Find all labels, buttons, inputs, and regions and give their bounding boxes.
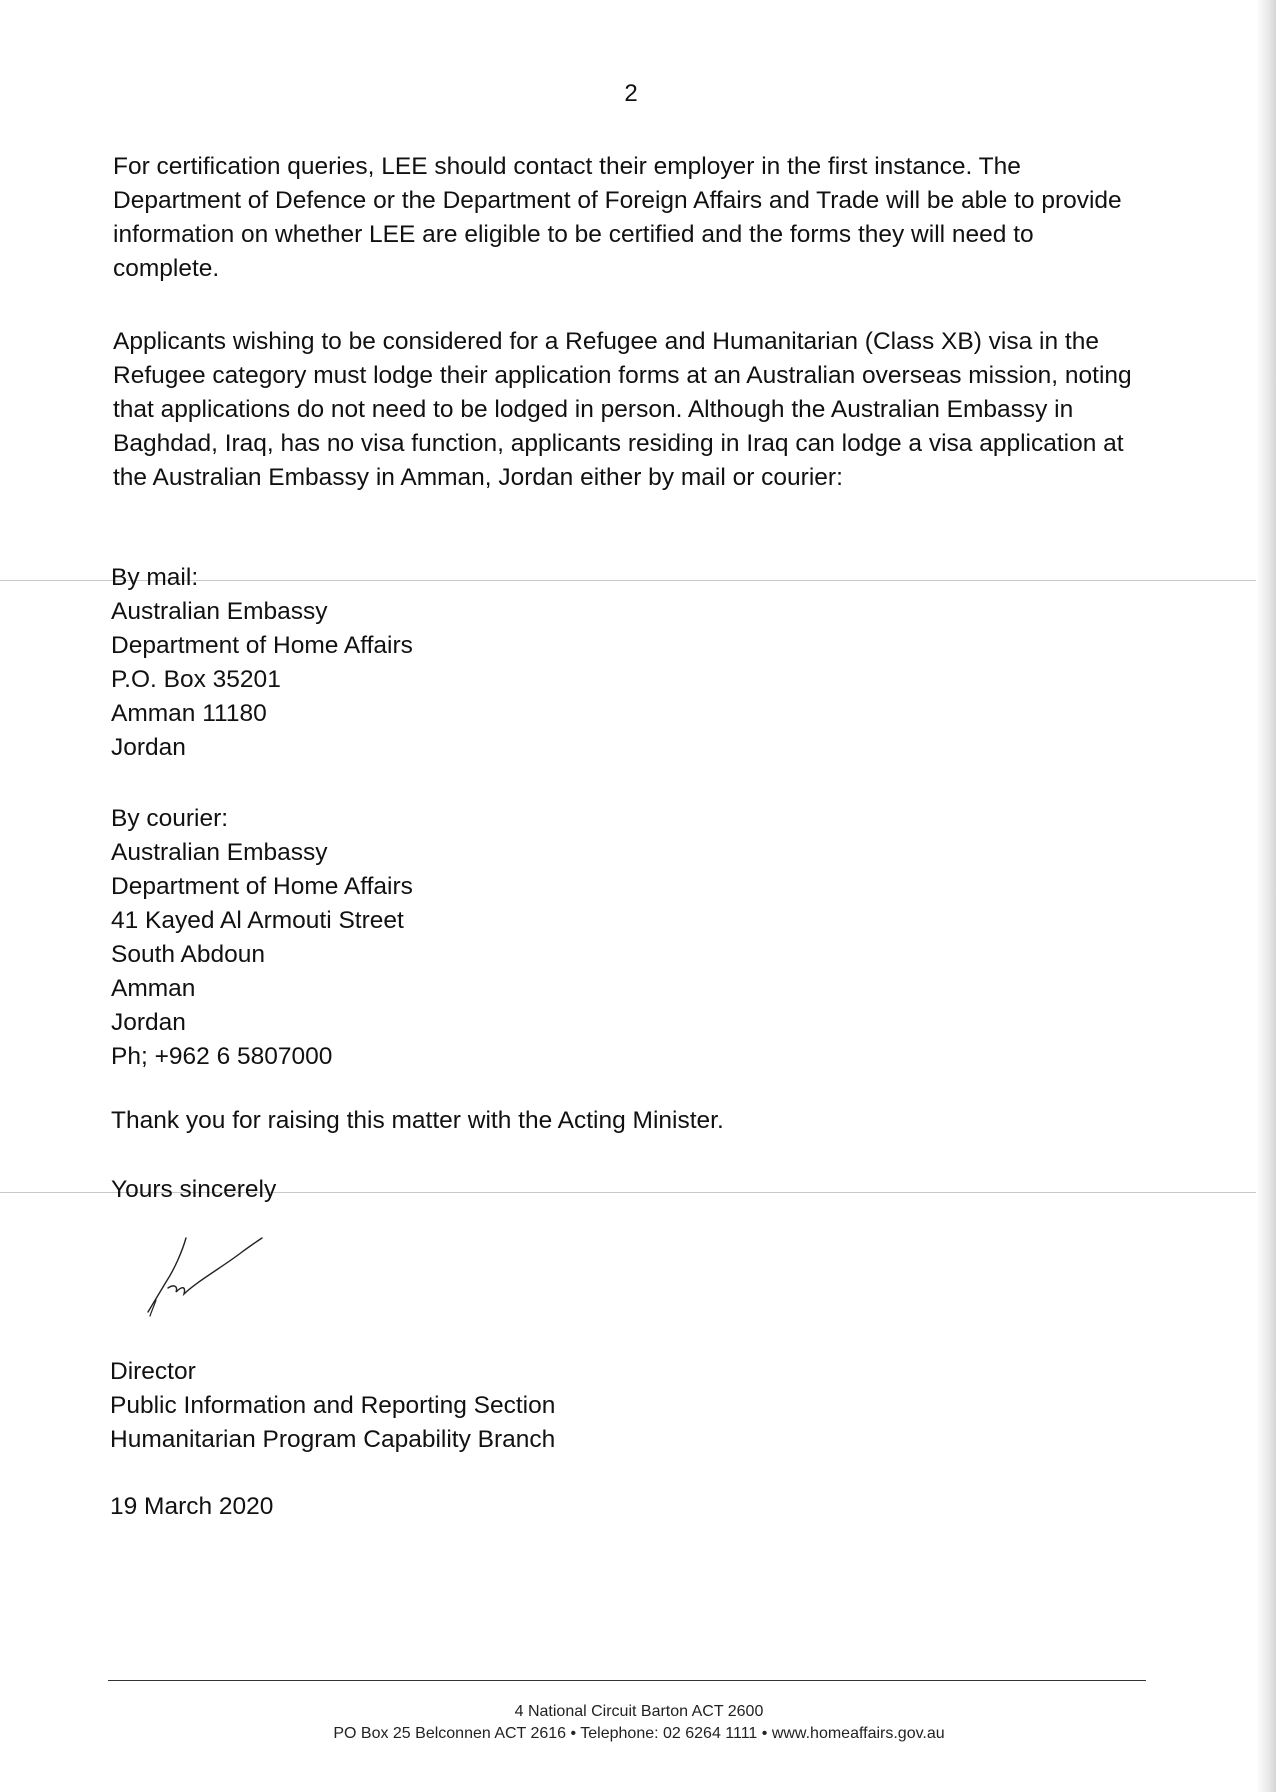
letter-date: 19 March 2020 bbox=[110, 1493, 274, 1520]
footer-divider bbox=[108, 1680, 1146, 1681]
address-line: Jordan bbox=[111, 734, 186, 761]
address-line: South Abdoun bbox=[111, 941, 265, 968]
address-line: Department of Home Affairs bbox=[111, 632, 413, 659]
signature-image bbox=[138, 1230, 288, 1320]
address-line: Department of Home Affairs bbox=[111, 873, 413, 900]
address-line: Amman 11180 bbox=[111, 700, 267, 727]
signatory-section: Public Information and Reporting Section bbox=[110, 1392, 556, 1419]
address-line: Australian Embassy bbox=[111, 598, 328, 625]
lodgement-paragraph: Applicants wishing to be considered for a Refugee and Humanitarian (Class XB) visa in the Refugee category must lodge their application forms at an Australian overseas mission, noting that applications do not need to be lodged in person. Although the Australian Embassy in Baghdad, Iraq, has no visa function, applicants residing in Iraq can lodge a visa application at the Australian Embassy in Amman, Jordan either by mail or courier: bbox=[113, 328, 1132, 491]
address-line: Amman bbox=[111, 975, 196, 1002]
page-edge-shadow bbox=[1256, 0, 1276, 1792]
signatory-title: Director bbox=[110, 1358, 196, 1385]
courier-heading: By courier: bbox=[111, 805, 229, 832]
address-line: Jordan bbox=[111, 1009, 186, 1036]
page-number: 2 bbox=[624, 80, 638, 107]
mail-heading: By mail: bbox=[111, 564, 199, 591]
address-line: 41 Kayed Al Armouti Street bbox=[111, 907, 404, 934]
footer-address: 4 National Circuit Barton ACT 2600 bbox=[514, 1703, 764, 1720]
address-line: P.O. Box 35201 bbox=[111, 666, 281, 693]
courier-address-block bbox=[111, 802, 413, 1074]
certification-paragraph: For certification queries, LEE should contact their employer in the first instance. The Department of Defence or the Department of Foreign Affairs and Trade will be able to provide information on whether LEE are eligible to be certified and the forms they will need to complete. bbox=[113, 153, 1122, 282]
mail-address-block bbox=[111, 561, 413, 765]
signatory-block bbox=[110, 1355, 555, 1457]
signatory-branch: Humanitarian Program Capability Branch bbox=[110, 1426, 556, 1453]
phone-line: Ph; +962 6 5807000 bbox=[111, 1043, 333, 1070]
footer-contact: PO Box 25 Belconnen ACT 2616 • Telephone: 02 6264 1111 • www.homeaffairs.gov.au bbox=[333, 1725, 945, 1742]
address-line: Australian Embassy bbox=[111, 839, 328, 866]
thanks-line: Thank you for raising this matter with the Acting Minister. bbox=[111, 1107, 724, 1134]
closing-line: Yours sincerely bbox=[111, 1176, 277, 1203]
